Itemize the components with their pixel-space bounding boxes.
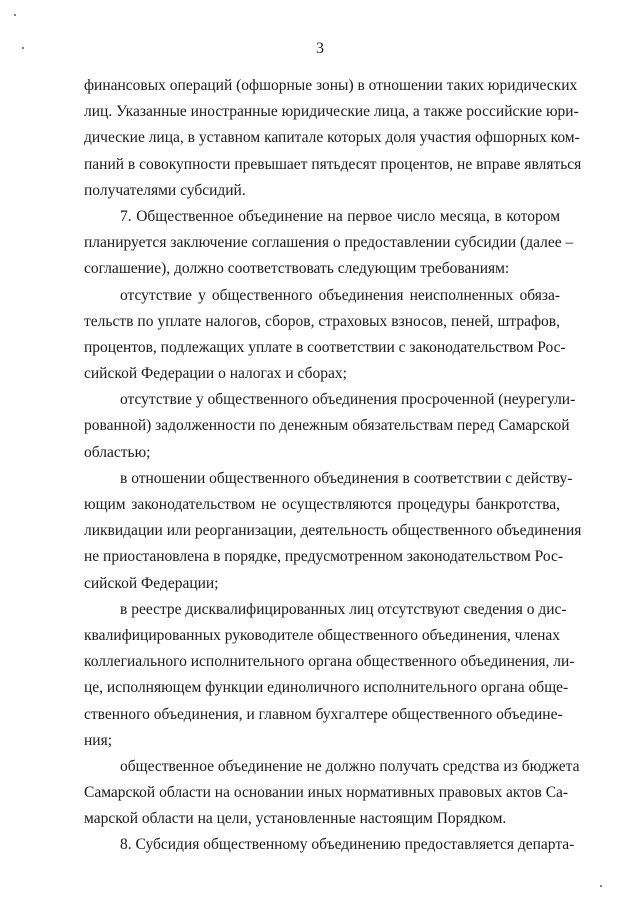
text-line: ственного объединения, и главном бухгалтере общественного объедине- (84, 705, 563, 723)
text-line: ющим законодательством не осуществляются процедуры банкротства, (84, 496, 560, 513)
scan-speck (600, 885, 602, 887)
text-line: паний в совокупности превышает пятьдесят процентов, не вправе являться (84, 155, 582, 173)
text-line: общественное объединение не должно получать средства из бюджета (120, 757, 580, 775)
text-line: областью; (84, 443, 151, 461)
text-line: ликвидации или реорганизации, деятельность общественного объединения (84, 522, 582, 540)
text-line: тельств по уплате налогов, сборов, страховых взносов, пеней, штрафов, (84, 312, 560, 330)
text-line: в отношении общественного объединения в соответствии с действу- (120, 469, 573, 487)
body-text (84, 73, 582, 859)
page-number: 3 (316, 40, 324, 57)
text-line: не приостановлена в порядке, предусмотренном законодательством Рос- (84, 548, 564, 566)
text-line: 7. Общественное объединение на первое число месяца, в котором (120, 207, 560, 225)
text-line: отсутствие у общественного объединения неисполненных обяза- (120, 286, 560, 304)
scan-speck (14, 14, 16, 16)
text-line: марской области на цели, установленные настоящим Порядком. (84, 810, 507, 828)
text-line: планируется заключение соглашения о предоставлении субсидии (далее – (84, 234, 574, 252)
text-line: соглашение), должно соответствовать следующим требованиям: (84, 260, 510, 278)
text-line: лиц. Указанные иностранные юридические лица, а также российские юри- (84, 103, 579, 121)
text-line: получателями субсидий. (84, 181, 246, 199)
text-line: рованной) задолженности по денежным обязательствам перед Самарской (84, 417, 570, 435)
text-line: ния; (84, 731, 113, 749)
text-line: финансовых операций (офшорные зоны) в отношении таких юридических (84, 77, 578, 94)
text-line: в реестре дисквалифицированных лиц отсутствуют сведения о дис- (120, 600, 567, 618)
text-line: 8. Субсидия общественному объединению предоставляется департа- (120, 836, 575, 854)
text-line: дические лица, в уставном капитале которых доля участия офшорных ком- (84, 129, 580, 147)
text-line: квалифицированных руководителе общественного объединения, членах (84, 626, 561, 644)
text-line: процентов, подлежащих уплате в соответствии с законодательством Рос- (84, 338, 566, 356)
text-line: сийской Федерации о налогах и сборах; (84, 365, 347, 383)
text-line: отсутствие у общественного объединения просроченной (неурегули- (120, 391, 576, 409)
text-line: сийской Федерации; (84, 574, 219, 592)
text-line: це, исполняющем функции единоличного исполнительного органа обще- (84, 679, 569, 697)
text-line: Самарской области на основании иных нормативных правовых актов Са- (84, 784, 569, 802)
text-line: коллегиального исполнительного органа общественного объединения, ли- (84, 653, 575, 671)
